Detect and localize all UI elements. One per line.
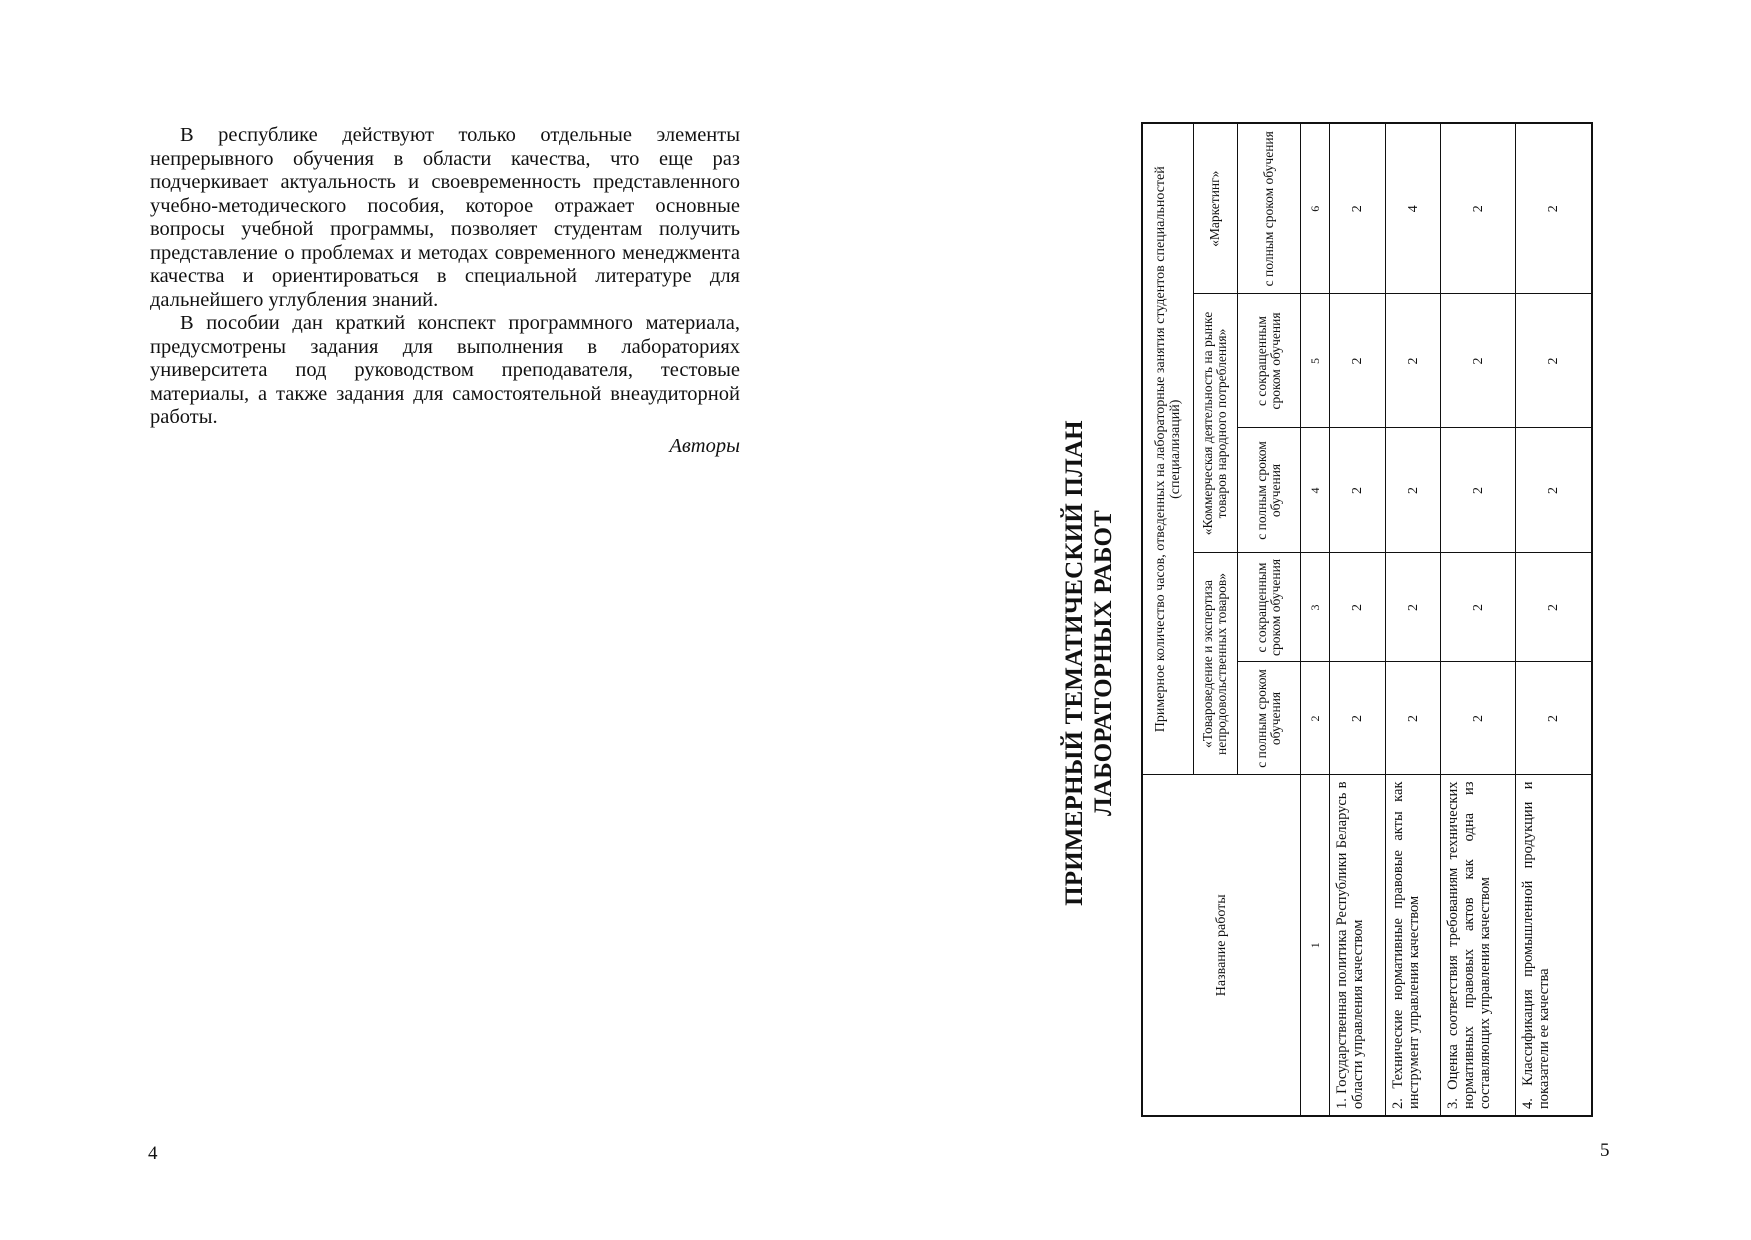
hours-cell: 2	[1385, 662, 1440, 775]
column-number: 5	[1300, 294, 1330, 428]
authors-signature: Авторы	[669, 434, 740, 457]
table-row	[1330, 123, 1385, 1116]
page-title	[1060, 163, 1120, 1163]
table-row	[1441, 123, 1516, 1116]
subheader-1: с полным сроком обучения	[1238, 662, 1301, 775]
hours-cell: 2	[1330, 294, 1385, 428]
table-row	[1516, 123, 1592, 1116]
hours-cell: 4	[1385, 123, 1440, 294]
table-row	[1385, 123, 1440, 1116]
hours-cell: 2	[1441, 662, 1516, 775]
hours-cell: 2	[1516, 428, 1592, 553]
hours-cell: 2	[1516, 123, 1592, 294]
column-number: 1	[1300, 775, 1330, 1116]
subheader-3: с полным сроком обучения	[1238, 428, 1301, 553]
hours-cell: 2	[1385, 294, 1440, 428]
hours-cell: 2	[1516, 294, 1592, 428]
page-title-line-2: ЛАБОРАТОРНЫХ РАБОТ	[1090, 510, 1117, 816]
hours-cell: 2	[1441, 428, 1516, 553]
work-name-cell: 1. Государственная политика Республики Беларусь в области управления качеством	[1330, 775, 1385, 1116]
hours-cell: 2	[1441, 553, 1516, 662]
hours-cell: 2	[1330, 553, 1385, 662]
preface-text	[150, 124, 740, 458]
work-name-cell: 3. Оценка соответствия требованиям технических нормативных правовых актов как одна из составляющих управления качеством	[1441, 775, 1516, 1116]
subheader-2: с сокращенным сроком обучения	[1238, 553, 1301, 662]
lab-plan-table-area	[1141, 124, 1593, 1117]
hours-cell: 2	[1330, 123, 1385, 294]
work-name-cell: 2. Технические нормативные правовые акты как инструмент управления качеством	[1385, 775, 1440, 1116]
hours-cell: 2	[1385, 428, 1440, 553]
lab-plan-table-rotated	[1141, 124, 1593, 1117]
preface-paragraph-2: В пособии дан краткий конспект программного материала, предусмотрены задания для выполнения в лабораториях университета под руководством преподавателя, тестовые материалы, а также задания для самостоятельной внеаудиторной работы.	[150, 312, 740, 428]
header-specialty-3: «Маркетинг»	[1193, 123, 1237, 294]
hours-cell: 2	[1385, 553, 1440, 662]
column-number: 2	[1300, 662, 1330, 775]
page-title-line-1: ПРИМЕРНЫЙ ТЕМАТИЧЕСКИЙ ПЛАН	[1061, 420, 1088, 906]
header-specialty-1: «Товароведение и экспертиза непродовольственных товаров»	[1193, 553, 1237, 775]
work-name-cell: 4. Классификация промышленной продукции и показатели ее качества	[1516, 775, 1592, 1116]
column-number: 3	[1300, 553, 1330, 662]
table-header-row-1	[1142, 123, 1193, 1116]
page-number-left: 4	[148, 1143, 158, 1164]
hours-cell: 2	[1516, 662, 1592, 775]
preface-paragraph-1: В республике действуют только отдельные элементы непрерывного обучения в области качества, что еще раз подчеркивает актуальность и своевременность представленного учебно-методического пособия, которое отражает основные вопросы учебной программы, позволяет студентам получить представление о проблемах и методах современного менеджмента качества и ориентироваться в специальной литературе для дальнейшего углубления знаний.	[150, 124, 740, 311]
column-number: 6	[1300, 123, 1330, 294]
hours-cell: 2	[1441, 123, 1516, 294]
column-number: 4	[1300, 428, 1330, 553]
header-work-name: Название работы	[1142, 775, 1300, 1116]
hours-cell: 2	[1441, 294, 1516, 428]
subheader-5: с полным сроком обучения	[1238, 123, 1301, 294]
column-number-row	[1300, 123, 1330, 1116]
header-specialty-2: «Коммерческая деятельность на рынке товаров народного потребления»	[1193, 294, 1237, 553]
subheader-4: с сокращенным сроком обучения	[1238, 294, 1301, 428]
hours-cell: 2	[1330, 662, 1385, 775]
hours-cell: 2	[1330, 428, 1385, 553]
header-hours: Примерное количество часов, отведенных на лабораторные занятия студентов специальностей (специализаций)	[1142, 123, 1193, 775]
lab-plan-table	[1141, 122, 1593, 1117]
hours-cell: 2	[1516, 553, 1592, 662]
page-number-right: 5	[1600, 1140, 1610, 1161]
